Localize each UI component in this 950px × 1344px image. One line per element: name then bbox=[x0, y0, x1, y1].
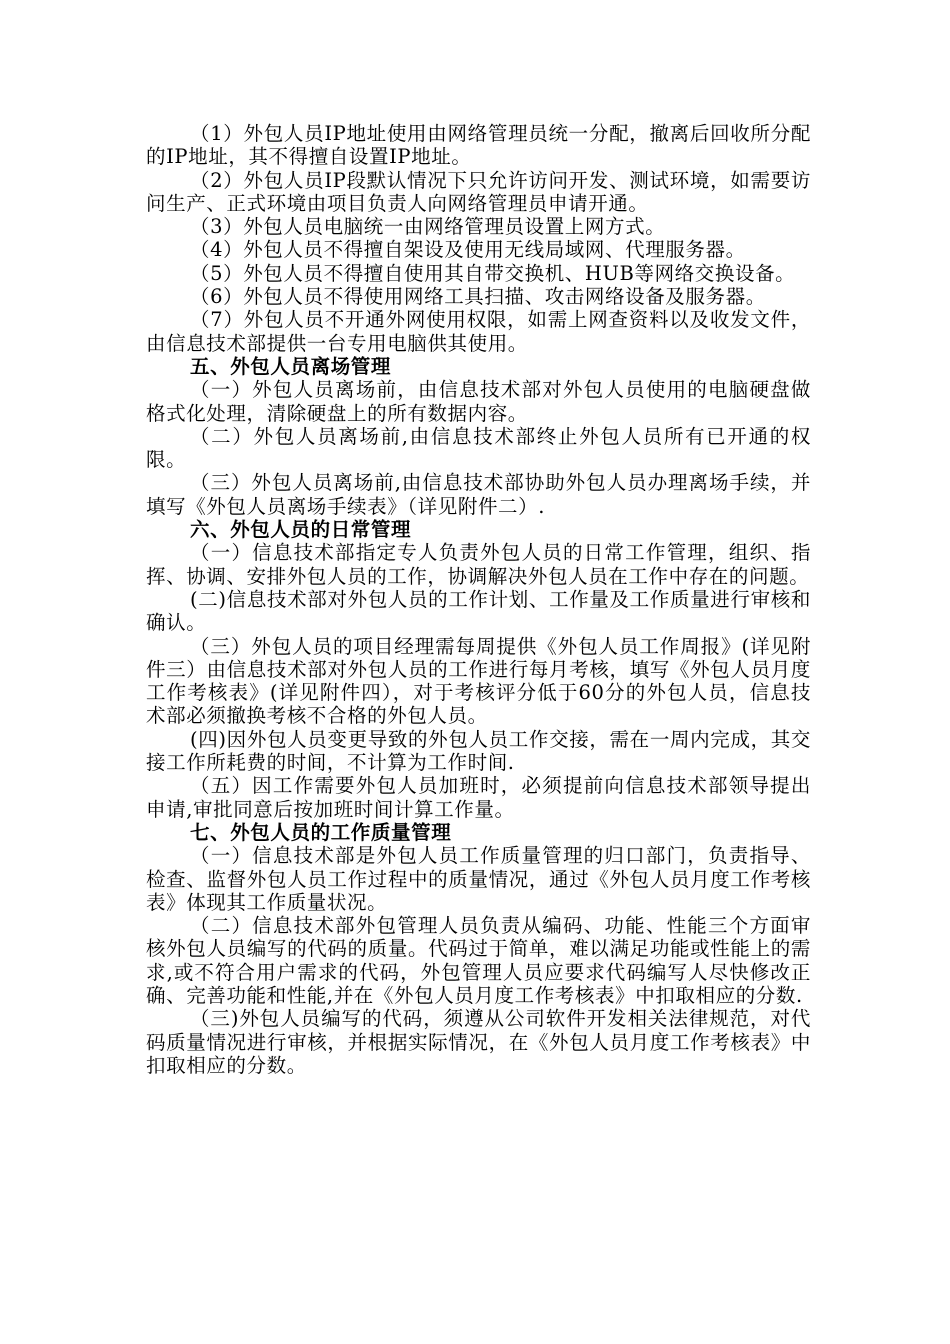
paragraph-daily-manager: （一）信息技术部指定专人负责外包人员的日常工作管理，组织、指挥、协调、安排外包人员的工作，协调解决外包人员在工作中存在的问题。 bbox=[146, 541, 811, 588]
paragraph-daily-handover: (四)因外包人员变更导致的外包人员工作交接，需在一周内完成，其交接工作所耗费的时间，不计算为工作时间. bbox=[146, 727, 811, 775]
paragraph-ip-allocation: （1）外包人员IP地址使用由网络管理员统一分配，撤离后回收所分配的IP地址，其不得擅自设置IP地址。 bbox=[146, 122, 811, 169]
paragraph-scan-ban: （6）外包人员不得使用网络工具扫描、攻击网络设备及服务器。 bbox=[190, 285, 766, 309]
paragraph-daily-overtime: （五）因工作需要外包人员加班时，必须提前向信息技术部领导提出申请,审批同意后按加班时间计算工作量。 bbox=[146, 774, 811, 821]
section-heading-daily: 六、外包人员的日常管理 bbox=[190, 518, 412, 542]
paragraph-internet-access: （7）外包人员不开通外网使用权限，如需上网查资料以及收发文件，由信息技术部提供一台专用电脑供其使用。 bbox=[146, 308, 811, 355]
paragraph-wireless-ban: （4）外包人员不得擅自架设及使用无线局域网、代理服务器。 bbox=[190, 238, 746, 262]
paragraph-quality-compliance: （三)外包人员编写的代码，须遵从公司软件开发相关法律规范，对代码质量情况进行审核，并根据实际情况，在《外包人员月度工作考核表》中扣取相应的分数。 bbox=[146, 1007, 811, 1077]
paragraph-ip-range: （2）外包人员IP段默认情况下只允许访问开发、测试环境，如需要访问生产、正式环境由项目负责人向网络管理员申请开通。 bbox=[146, 168, 811, 215]
section-heading-quality: 七、外包人员的工作质量管理 bbox=[190, 820, 452, 844]
paragraph-daily-review: (二)信息技术部对外包人员的工作计划、工作量及工作质量进行审核和确认。 bbox=[146, 587, 811, 635]
paragraph-network-setup: （3）外包人员电脑统一由网络管理员设置上网方式。 bbox=[190, 215, 666, 239]
paragraph-quality-code-review: （二）信息技术部外包管理人员负责从编码、功能、性能三个方面审核外包人员编写的代码的质量。代码过于简单，难以满足功能或性能上的需求,或不符合用户需求的代码，外包管理人员应要求代码编写人尽快修改正确、完善功能和性能,并在《外包人员月度工作考核表》中扣取相应的分数. bbox=[146, 914, 811, 1007]
paragraph-departure-procedure: （三）外包人员离场前,由信息技术部协助外包人员办理离场手续，并填写《外包人员离场手续表》（详见附件二）. bbox=[146, 471, 811, 518]
section-heading-departure: 五、外包人员离场管理 bbox=[190, 354, 392, 378]
paragraph-daily-weekly-report: （三）外包人员的项目经理需每周提供《外包人员工作周报》(详见附件三）由信息技术部对外包人员的工作进行每月考核，填写《外包人员月度工作考核表》(详见附件四），对于考核评分低于60分的外包人员，信息技术部必须撤换考核不合格的外包人员。 bbox=[146, 634, 811, 728]
paragraph-quality-department: （一）信息技术部是外包人员工作质量管理的归口部门，负责指导、检查、监督外包人员工作过程中的质量情况，通过《外包人员月度工作考核表》体现其工作质量状况。 bbox=[146, 844, 811, 914]
paragraph-departure-permissions: （二）外包人员离场前,由信息技术部终止外包人员所有已开通的权限。 bbox=[146, 424, 811, 472]
paragraph-departure-format: （一）外包人员离场前，由信息技术部对外包人员使用的电脑硬盘做格式化处理，清除硬盘上的所有数据内容。 bbox=[146, 378, 811, 425]
document-page bbox=[146, 122, 811, 1077]
paragraph-switch-ban: （5）外包人员不得擅自使用其自带交换机、HUB等网络交换设备。 bbox=[190, 261, 796, 285]
